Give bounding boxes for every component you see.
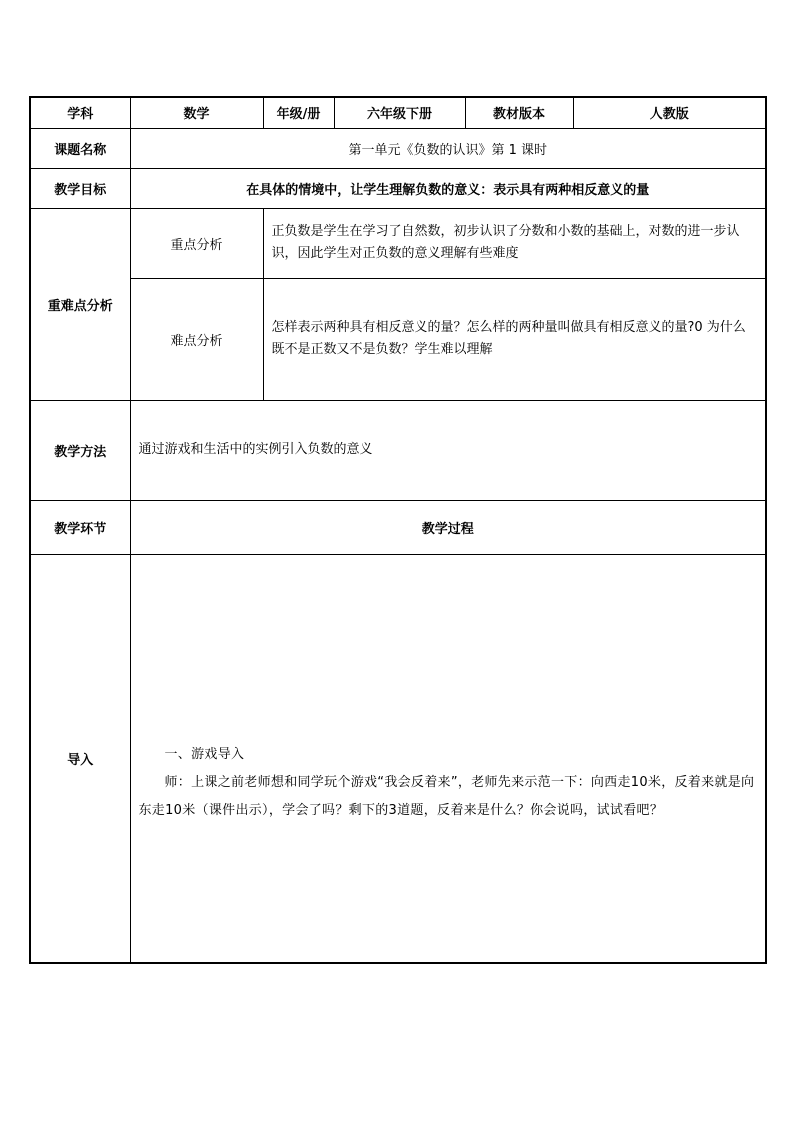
edition-value: 人教版 bbox=[573, 97, 766, 128]
grade-label: 年级/册 bbox=[263, 97, 334, 128]
subject-value: 数学 bbox=[130, 97, 263, 128]
objective-text: 在具体的情境中，让学生理解负数的意义：表示具有两种相反意义的量 bbox=[130, 168, 766, 208]
intro-paragraph: 师：上课之前老师想和同学玩个游戏“我会反着来”，老师先来示范一下：向西走10米，反着来就是向东走10米（课件出示），学会了吗？剩下的3道题，反着来是什么？你会说吗，试试看吧？ bbox=[138, 775, 755, 819]
difficult-point-text: 怎样表示两种具有相反意义的量？怎么样的两种量叫做具有相反意义的量?0 为什么既不是正数又不是负数？学生难以理解 bbox=[263, 278, 766, 400]
analysis-label: 重难点分析 bbox=[30, 208, 130, 400]
title-row bbox=[30, 128, 766, 168]
key-point-text: 正负数是学生在学习了自然数，初步认识了分数和小数的基础上，对数的进一步认识，因此学生对正负数的意义理解有些难度 bbox=[263, 208, 766, 278]
edition-label: 教材版本 bbox=[465, 97, 573, 128]
header-row bbox=[30, 97, 766, 128]
intro-row bbox=[30, 554, 766, 963]
key-point-row bbox=[30, 208, 766, 278]
stage-label: 教学环节 bbox=[30, 500, 130, 554]
process-label: 教学过程 bbox=[130, 500, 766, 554]
subject-label: 学科 bbox=[30, 97, 130, 128]
lesson-plan-table bbox=[29, 96, 767, 964]
objective-row bbox=[30, 168, 766, 208]
title-label: 课题名称 bbox=[30, 128, 130, 168]
method-row bbox=[30, 400, 766, 500]
method-label: 教学方法 bbox=[30, 400, 130, 500]
intro-heading: 一、游戏导入 bbox=[164, 747, 245, 763]
process-header-row bbox=[30, 500, 766, 554]
key-point-label: 重点分析 bbox=[130, 208, 263, 278]
grade-value: 六年级下册 bbox=[334, 97, 465, 128]
method-text: 通过游戏和生活中的实例引入负数的意义 bbox=[130, 400, 766, 500]
intro-label: 导入 bbox=[30, 554, 130, 963]
intro-content bbox=[130, 554, 766, 963]
lesson-title: 第一单元《负数的认识》第 1 课时 bbox=[130, 128, 766, 168]
objective-label: 教学目标 bbox=[30, 168, 130, 208]
difficult-point-row bbox=[30, 278, 766, 400]
difficult-point-label: 难点分析 bbox=[130, 278, 263, 400]
